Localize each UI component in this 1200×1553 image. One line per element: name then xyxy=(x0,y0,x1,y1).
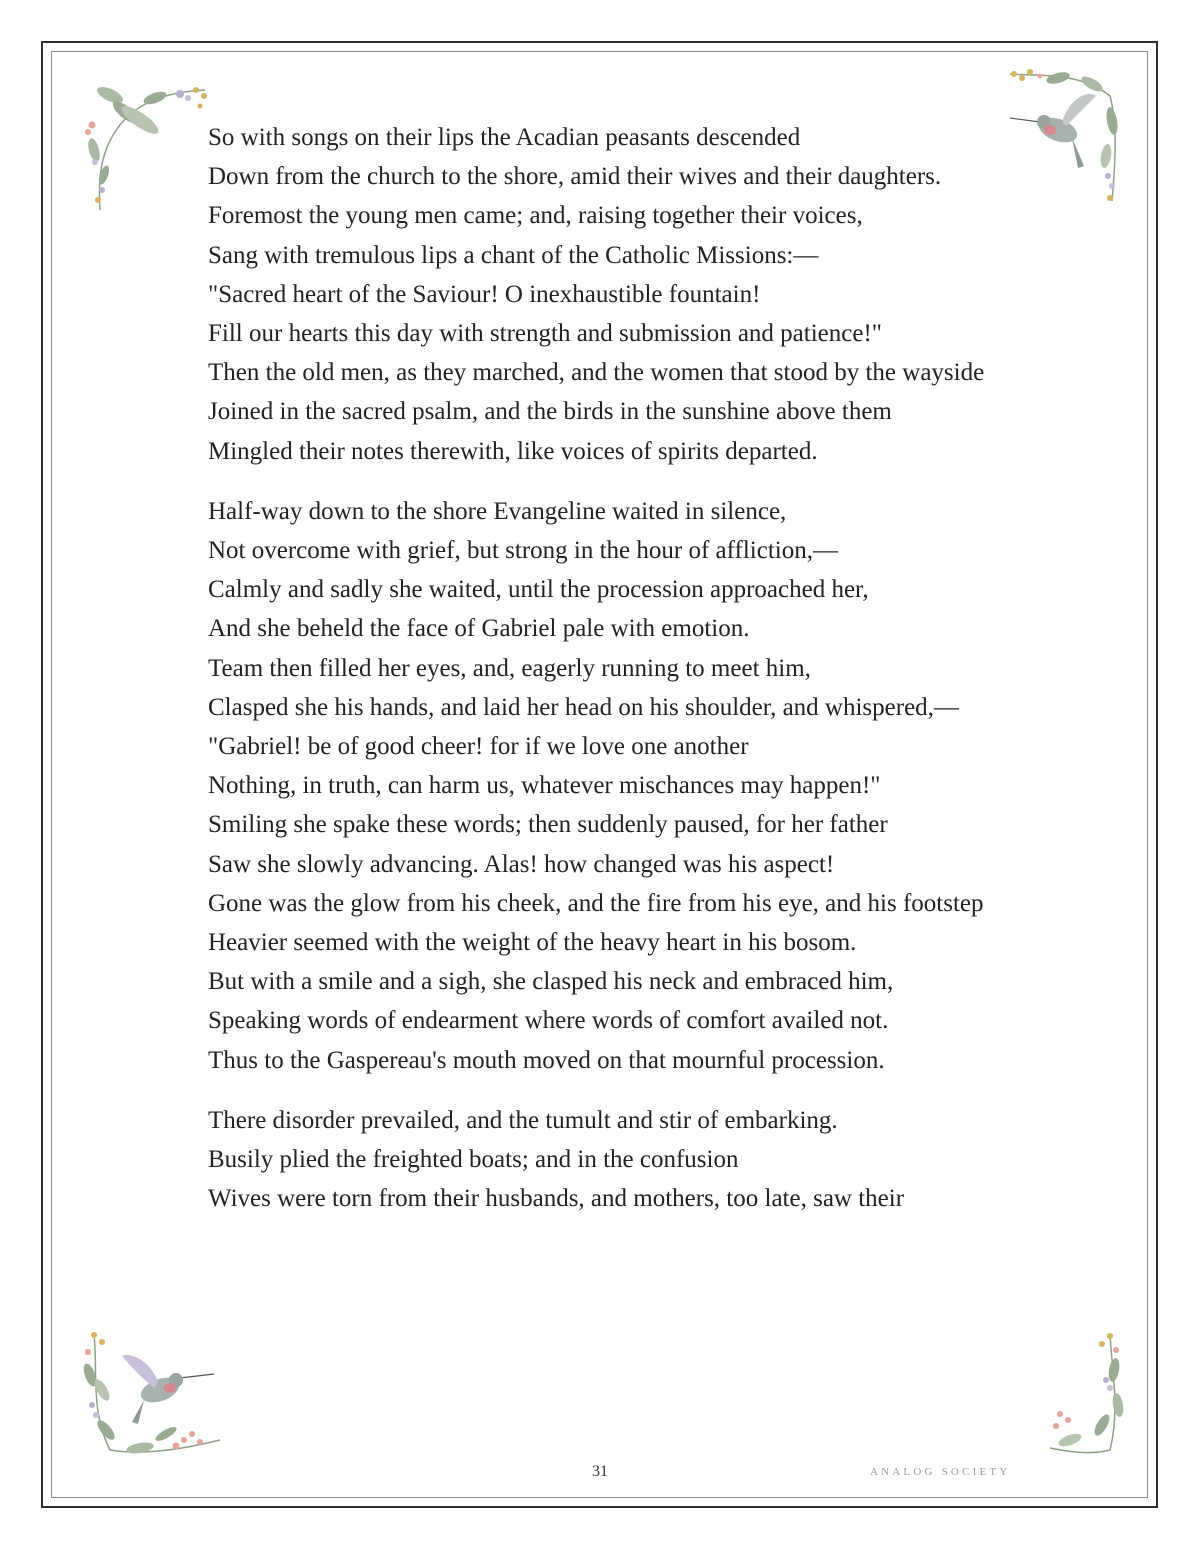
poem-line: Gone was the glow from his cheek, and the fire from his eye, and his footstep xyxy=(208,889,984,917)
poem-line: Nothing, in truth, can harm us, whatever mischances may happen!" xyxy=(208,772,881,800)
poem-line: Wives were torn from their husbands, and mothers, too late, saw their xyxy=(208,1185,905,1213)
poem-line: Fill our hearts this day with strength and submission and patience!" xyxy=(208,320,882,348)
poem-line: Joined in the sacred psalm, and the birds in the sunshine above them xyxy=(208,398,892,426)
poem-line: Team then filled her eyes, and, eagerly running to meet him, xyxy=(208,654,811,682)
poem-line: Speaking words of endearment where words of comfort availed not. xyxy=(208,1007,889,1035)
poem-line: Then the old men, as they marched, and the women that stood by the wayside xyxy=(208,359,985,387)
poem-line: Saw she slowly advancing. Alas! how changed was his aspect! xyxy=(208,850,835,878)
poem-line: Foremost the young men came; and, raising together their voices, xyxy=(208,202,863,230)
poem-line: There disorder prevailed, and the tumult and stir of embarking. xyxy=(208,1106,838,1134)
poem-line: Busily plied the freighted boats; and in the confusion xyxy=(208,1146,739,1174)
stanza xyxy=(208,492,1008,1080)
poem-line: Smiling she spake these words; then suddenly paused, for her father xyxy=(208,811,888,839)
poem-body xyxy=(208,118,1008,1239)
poem-line: So with songs on their lips the Acadian peasants descended xyxy=(208,124,801,151)
poem-line: Mingled their notes therewith, like voices of spirits departed. xyxy=(208,437,818,465)
hummingbird-icon xyxy=(80,1330,225,1460)
floral-corner-icon xyxy=(80,80,220,220)
stanza xyxy=(208,118,1008,471)
poem-line: Sang with tremulous lips a chant of the Catholic Missions:— xyxy=(208,241,819,269)
poem-line: Down from the church to the shore, amid their wives and their daughters. xyxy=(208,163,942,191)
poem-line: Half-way down to the shore Evangeline waited in silence, xyxy=(208,497,787,525)
page-number: 31 xyxy=(592,1463,608,1480)
poem-line: But with a smile and a sigh, she clasped his neck and embraced him, xyxy=(208,968,894,996)
stanza xyxy=(208,1101,1008,1219)
publisher-brand: ANALOG SOCIETY xyxy=(870,1466,1011,1478)
poem-line: And she beheld the face of Gabriel pale with emotion. xyxy=(208,615,750,643)
poem-line: "Sacred heart of the Saviour! O inexhaustible fountain! xyxy=(208,280,761,308)
poem-line: Calmly and sadly she waited, until the procession approached her, xyxy=(208,576,869,604)
poem-line: Clasped she his hands, and laid her head on his shoulder, and whispered,— xyxy=(208,693,959,721)
floral-corner-icon xyxy=(1040,1330,1130,1460)
hummingbird-icon xyxy=(1000,66,1125,206)
poem-line: "Gabriel! be of good cheer! for if we love one another xyxy=(208,733,749,761)
poem-line: Thus to the Gaspereau's mouth moved on that mournful procession. xyxy=(208,1046,885,1074)
poem-line: Heavier seemed with the weight of the heavy heart in his bosom. xyxy=(208,929,857,957)
poem-line: Not overcome with grief, but strong in the hour of affliction,— xyxy=(208,537,838,565)
